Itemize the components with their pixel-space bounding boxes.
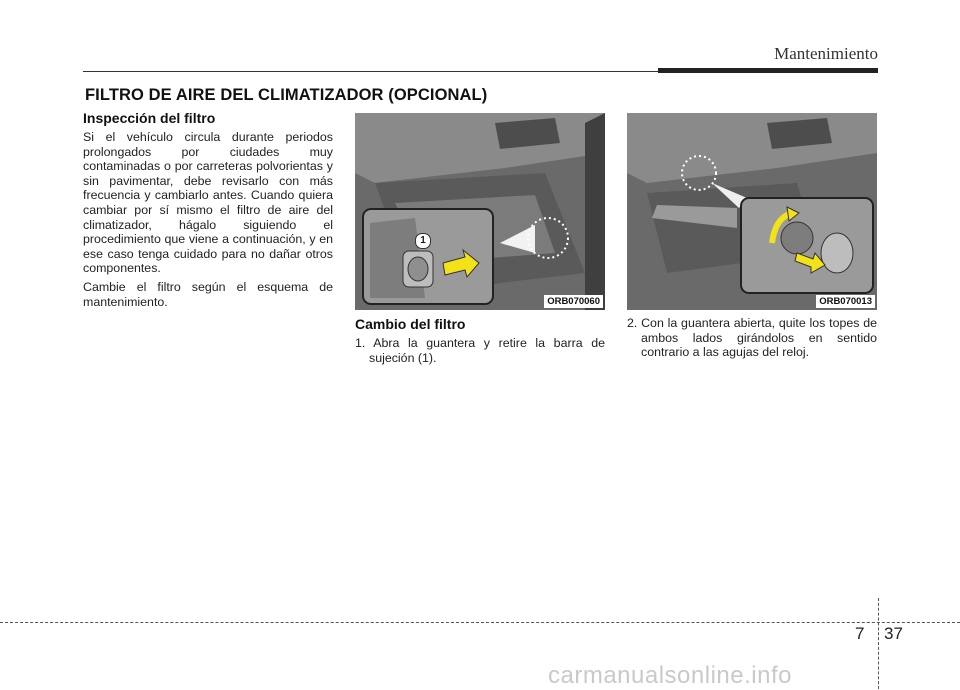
inspection-column bbox=[83, 110, 333, 313]
footer-vertical-rule bbox=[878, 598, 879, 689]
section-title: FILTRO DE AIRE DEL CLIMATIZADOR (OPCIONAL) bbox=[85, 86, 488, 104]
replacement-column bbox=[355, 316, 605, 365]
callout-badge: 1 bbox=[415, 233, 431, 249]
figure-code: ORB070060 bbox=[544, 295, 603, 308]
replacement-step-2: 2. Con la guantera abierta, quite los topes de ambos lados girándolos en sentido contrario a las agujas del reloj. bbox=[627, 316, 877, 360]
inspection-paragraph-1: Si el vehículo circula durante periodos prolongados por ciudades muy contaminadas o por carreteras polvorientas y sin pavimentar, debe revisarlo con más frecuencia y cambiarlo antes. Cuando quiera cambiar por sí mismo el filtro de aire del climatizador, hágalo siguiendo el procedimiento que viene a continuación, y en ese caso tenga cuidado para no dañar otros componentes. bbox=[83, 130, 333, 276]
watermark: carmanualsonline.info bbox=[548, 662, 792, 689]
inspection-heading: Inspección del filtro bbox=[83, 110, 216, 126]
header-rule bbox=[83, 71, 658, 72]
figure-code: ORB070013 bbox=[816, 295, 875, 308]
replacement-step-1: 1. Abra la guantera y retire la barra de sujeción (1). bbox=[355, 336, 605, 365]
figure-glovebox-stoppers bbox=[627, 113, 877, 310]
replacement-column-2 bbox=[627, 316, 877, 360]
chapter-number: 7 bbox=[855, 624, 865, 643]
chapter-title: Mantenimiento bbox=[774, 44, 878, 63]
header-rule-thick bbox=[658, 68, 878, 73]
inspection-paragraph-2: Cambie el filtro según el esquema de mantenimiento. bbox=[83, 279, 333, 309]
glovebox-illustration-1 bbox=[355, 113, 605, 310]
glovebox-illustration-2 bbox=[627, 113, 877, 310]
footer-rule bbox=[0, 622, 960, 623]
page-number: 37 bbox=[884, 624, 903, 643]
replacement-heading: Cambio del filtro bbox=[355, 316, 466, 332]
figure-glovebox-bar bbox=[355, 113, 605, 310]
